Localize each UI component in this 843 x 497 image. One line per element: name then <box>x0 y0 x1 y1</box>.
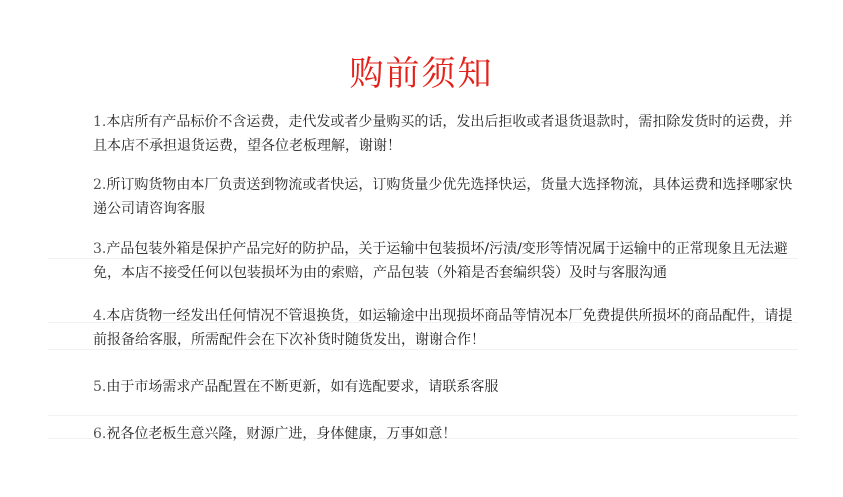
notice-number: 3. <box>93 241 107 257</box>
notice-text: 祝各位老板生意兴隆，财源广进，身体健康，万事如意！ <box>106 426 457 442</box>
divider <box>48 415 798 416</box>
notice-text: 产品包装外箱是保护产品完好的防护品，关于运输中包装损坏/污渍/变形等情况属于运输中的正常现象且无法避免，本店不接受任何以包装损坏为由的索赔，产品包装（外箱是否套编织袋）及时与客服沟通 <box>93 241 788 281</box>
notice-item-2 <box>93 173 793 221</box>
notice-item-3 <box>93 237 793 285</box>
notice-item-6 <box>93 422 793 446</box>
notice-item-1 <box>93 110 793 158</box>
notice-number: 5. <box>93 379 107 395</box>
notice-text: 由于市场需求产品配置在不断更新，如有选配要求，请联系客服 <box>106 379 499 395</box>
notice-text: 所订购货物由本厂负责送到物流或者快运，订购货量少优先选择快运，货量大选择物流，具体运费和选择哪家快递公司请咨询客服 <box>93 177 793 217</box>
notice-item-4 <box>93 304 793 352</box>
notice-text: 本店所有产品标价不含运费，走代发或者少量购买的话，发出后拒收或者退货退款时，需扣除发货时的运费，并且本店不承担退货运费，望各位老板理解，谢谢！ <box>93 114 793 154</box>
notice-number: 6. <box>93 426 107 442</box>
notice-number: 2. <box>93 177 107 193</box>
notice-number: 4. <box>93 308 107 324</box>
page-title: 购前须知 <box>349 54 494 94</box>
notice-number: 1. <box>93 114 107 130</box>
notice-text: 本店货物一经发出任何情况不管退换货，如运输途中出现损坏商品等情况本厂免费提供所损坏的商品配件，请提前报备给客服，所需配件会在下次补货时随货发出，谢谢合作！ <box>93 308 793 348</box>
notice-item-5 <box>93 375 793 399</box>
